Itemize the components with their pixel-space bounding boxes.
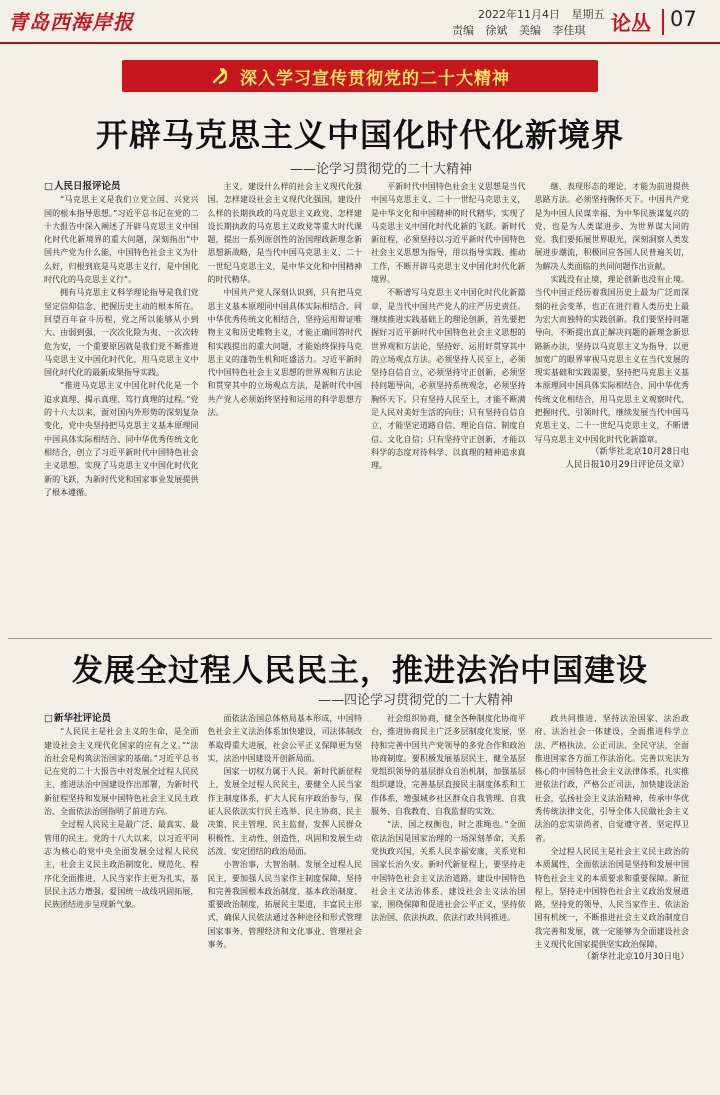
article2-source-line: （新华社北京10月30日电） xyxy=(582,952,689,963)
article1-column-3 xyxy=(371,180,526,635)
paragraph: 社会组织协商，健全各种制度化协商平台，推进协商民主广泛多层制度化发展，坚持和完善中国共产党领导的多党合作和政治协商制度。要积极发展基层民主，健全基层党组织领导的基层群众自治机制，加强基层组织建设，完善基层直接民主制度体系和工作体系，增强城乡社区群众自我管理、自我服务、自我教育、自我监督的实效。 xyxy=(371,714,526,817)
banner-text: 深入学习宣传贯彻党的二十大精神 xyxy=(240,68,510,89)
article1-column-2 xyxy=(208,180,363,635)
paragraph: 拥有马克思主义科学理论指导是我们党坚定信仰信念、把握历史主动的根本所在。回望百年奋斗历程，党之所以能够从小到大、由弱到强，一次次化险为夷、一次次转危为安，一个重要原因就是我们党不断推进马克思主义中国化时代化，用马克思主义中国化时代化的最新成果指导实践。 xyxy=(44,288,199,378)
article1-column-4 xyxy=(535,180,690,635)
article2-title: 发展全过程人民民主，推进法治中国建设 xyxy=(72,653,648,689)
paragraph: 不断谱写马克思主义中国化时代化新篇章，是当代中国共产党人的庄严历史责任。继续推进实践基础上的理论创新，首先要把握好习近平新时代中国特色社会主义思想的世界观和方法论，坚持好、运用好贯穿其中的立场观点方法。必须坚持人民至上，必须坚持自信自立，必须坚持守正创新，必须坚持问题导向，必须坚持系统观念，必须坚持胸怀天下。只有坚持人民至上，才能不断满足人民对美好生活的向往；只有坚持自信自立，才能坚定道路自信、理论自信、制度自信、文化自信；只有坚持守正创新，才能以科学的态度对待科学、以真理的精神追求真理。 xyxy=(371,288,526,471)
designer-label: 美编 xyxy=(519,24,541,37)
paragraph: “法，国之权衡也，时之准绳也。”全面依法治国是国家治理的一场深刻革命，关系党执政兴国，关系人民幸福安康，关系党和国家长治久安。新时代新征程上，要坚持走中国特色社会主义法治道路，建设中国特色社会主义法治体系、建设社会主义法治国家，围绕保障和促进社会公平正义，坚持依法治国、依法执政、依法行政共同推进。 xyxy=(371,820,526,923)
article2-column-2 xyxy=(208,712,363,1084)
party-emblem-icon xyxy=(210,66,230,86)
date-line xyxy=(478,6,613,22)
article1-body xyxy=(44,180,689,635)
paragraph: 全过程人民民主是最广泛、最真实、最管用的民主。党的十八大以来，以习近平同志为核心的党中央全面发展全过程人民民主，社会主义民主政治制度化、规范化、程序化全面推进，人民当家作主更为扎实，基层民主活力增强，爱国统一战线巩固拓展，民族团结进步呈现新气象。 xyxy=(44,820,199,910)
paragraph: 全过程人民民主是社会主义民主政治的本质属性，全面依法治国是坚持和发展中国特色社会主义的本质要求和重要保障。新征程上，坚持走中国特色社会主义政治发展道路，坚持党的领导、人民当家作主、依法治国有机统一，不断推进社会主义政治制度自我完善和发展，就一定能够为全面建设社会主义现代化国家提供坚实政治保障。 xyxy=(534,846,689,950)
designer-name: 李佳琪 xyxy=(552,24,586,37)
editor-line xyxy=(452,22,594,38)
paragraph: “推进马克思主义中国化时代化是一个追求真理、揭示真理、笃行真理的过程。”党的十八大以来，面对国内外形势的深刻复杂变化，党中央坚持把马克思主义基本原理同中国具体实际相结合、同中华优秀传统文化相结合，创立了习近平新时代中国特色社会主义思想，实现了马克思主义中国化时代化新的飞跃，为新时代党和国家事业发展提供了根本遵循。 xyxy=(44,381,199,497)
paragraph: 国家一切权力属于人民。新时代新征程上，发展全过程人民民主，要健全人民当家作主制度体系，扩大人民有序政治参与，保证人民依法实行民主选举、民主协商、民主决策、民主管理、民主监督，发挥人民群众积极性、主动性、创造性，巩固和发展生动活泼、安定团结的政治局面。 xyxy=(207,767,362,856)
editor-name: 徐斌 xyxy=(485,24,508,37)
section-divider xyxy=(662,9,664,35)
paragraph: 面依法治国总体格局基本形成，中国特色社会主义法治体系加快建设，司法体制改革取得重大进展，社会公平正义保障更为坚实，法治中国建设开创新局面。 xyxy=(207,714,362,763)
article1-source-line1: （新华社北京10月28日电 xyxy=(590,446,689,457)
article1-byline: □ 人民日报评论员 xyxy=(44,180,199,193)
section-name: 论丛 xyxy=(611,11,651,35)
paragraph: 政共同推进，坚持法治国家、法治政府、法治社会一体建设，全面推进科学立法、严格执法、公正司法、全民守法，全面推进国家各方面工作法治化。完善以宪法为核心的中国特色社会主义法律体系，扎实推进依法行政，严格公正司法，加快建设法治社会，弘扬社会主义法治精神，传承中华优秀传统法律文化，引导全体人民做社会主义法治的忠实崇尚者、自觉遵守者、坚定捍卫者。 xyxy=(534,714,689,843)
issue-weekday: 星期五 xyxy=(571,8,605,21)
theme-banner xyxy=(122,60,598,92)
article1-source-line2: 人民日报10月29日评论员文章） xyxy=(565,459,689,470)
article-divider xyxy=(8,638,712,639)
paragraph: 实践没有止境，理论创新也没有止境。当代中国正经历着我国历史上最为广泛而深刻的社会变革，也正在进行着人类历史上最为宏大而独特的实践创新。我们要坚持问题导向，不断提出真正解决问题的新理念新思路新办法，坚持以马克思主义为指导，以更加宽广的眼界审视马克思主义在当代发展的现实基础和实践需要，坚持把马克思主义基本原理同中国具体实际相结合、同中华优秀传统文化相结合，用马克思主义观察时代、把握时代、引领时代，继续发展当代中国马克思主义、二十一世纪马克思主义，不断谱写马克思主义中国化时代化新篇章。 xyxy=(534,275,689,444)
article2-byline: □ 新华社评论员 xyxy=(44,712,199,725)
paragraph: “人民民主是社会主义的生命，是全面建设社会主义现代化国家的应有之义。”“法治社会是构筑法治国家的基础。”习近平总书记在党的二十大报告中对发展全过程人民民主、推进法治中国建设作出部署，为新时代新征程坚持和发展中国特色社会主义民主政治、全面依法治国指明了前进方向。 xyxy=(44,727,199,817)
article2-subtitle: ——四论学习贯彻党的二十大精神 xyxy=(318,693,514,708)
article1-subtitle: ——论学习贯彻党的二十大精神 xyxy=(290,162,473,177)
paragraph: 主义，建设什么样的社会主义现代化强国、怎样建设社会主义现代化强国，建设什么样的长期执政的马克思主义政党、怎样建设长期执政的马克思主义政党等重大时代课题，提出一系列原创性的治国理政新理念新思想新战略，是当代中国马克思主义、二十一世纪马克思主义，是中华文化和中国精神的时代精华。 xyxy=(207,182,362,285)
article2-column-3 xyxy=(371,712,526,1084)
paragraph: 继、表现形态的理论，才能为前进提供思路方法。必须坚持胸怀天下。中国共产党是为中国人民谋幸福、为中华民族谋复兴的党，也是为人类谋进步、为世界谋大同的党。我们要拓展世界眼光，深刻洞察人类发展进步潮流，积极回应各国人民普遍关切，为解决人类面临的共同问题作出贡献。 xyxy=(534,182,689,271)
article2-body xyxy=(44,712,689,1084)
paragraph: 平新时代中国特色社会主义思想是当代中国马克思主义、二十一世纪马克思主义，是中华文化和中国精神的时代精华，实现了马克思主义中国化时代化新的飞跃。新时代新征程，必须坚持以习近平新时代中国特色社会主义思想为指导，用以指导实践、推动工作，不断开辟马克思主义中国化时代化新境界。 xyxy=(371,182,526,285)
article2-column-4 xyxy=(535,712,690,1084)
page-number: 07 xyxy=(670,7,697,31)
article1-title: 开辟马克思主义中国化时代化新境界 xyxy=(95,116,624,154)
article1-column-1 xyxy=(44,180,199,635)
masthead xyxy=(0,0,720,44)
paragraph: 小智治事，大智治制。发展全过程人民民主，要加强人民当家作主制度保障，坚持和完善我国根本政治制度、基本政治制度、重要政治制度，拓展民主渠道，丰富民主形式，确保人民依法通过各种途径和形式管理国家事务、管理经济和文化事业、管理社会事务。 xyxy=(207,860,362,950)
editor-label: 责编 xyxy=(452,24,474,37)
article2-column-1 xyxy=(44,712,199,1084)
paragraph: “马克思主义是我们立党立国、兴党兴国的根本指导思想。”习近平总书记在党的二十大报告中深入阐述了开辟马克思主义中国化时代化新境界的重大问题，深刻指出“中国共产党为什么能，中国特色社会主义为什么好，归根到底是马克思主义行，是中国化时代化的马克思主义行”。 xyxy=(44,195,199,285)
paragraph: 中国共产党人深刻认识到，只有把马克思主义基本原理同中国具体实际相结合、同中华优秀传统文化相结合，坚持运用辩证唯物主义和历史唯物主义，才能正确回答时代和实践提出的重大问题，才能始终保持马克思主义的蓬勃生机和旺盛活力。习近平新时代中国特色社会主义思想的世界观和方法论和贯穿其中的立场观点方法，是新时代中国共产党人必须始终坚持和运用的科学思想方法。 xyxy=(207,288,362,418)
paper-name: 青岛西海岸报 xyxy=(8,10,134,34)
issue-date: 2022年11月4日 xyxy=(478,8,560,21)
